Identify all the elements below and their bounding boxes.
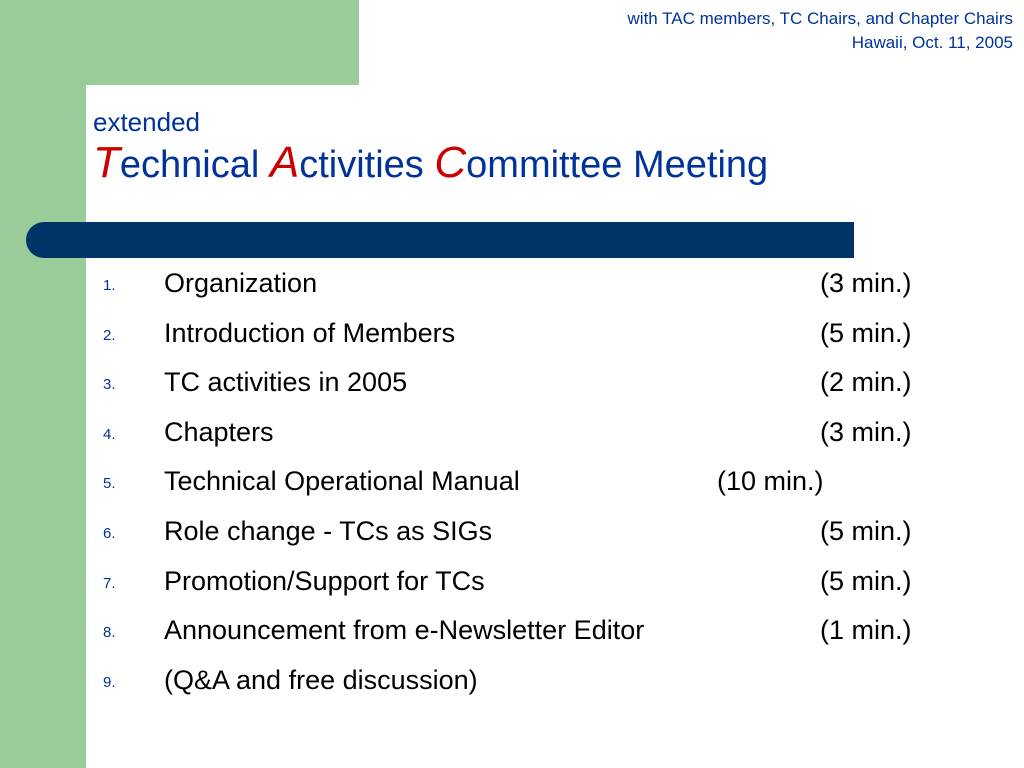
title-initial-t: T xyxy=(93,138,120,187)
agenda-item-number: 3. xyxy=(103,376,116,394)
agenda-item-number: 1. xyxy=(103,277,116,294)
title-initial-c: C xyxy=(434,138,467,187)
agenda-item xyxy=(100,510,960,560)
header-note-line-1: with TAC members, TC Chairs, and Chapter Chairs xyxy=(627,9,1013,28)
agenda-item-text: Promotion/Support for TCs xyxy=(164,565,485,596)
title-initial-a: A xyxy=(269,138,300,187)
agenda-item-number: 9. xyxy=(103,673,116,691)
green-corner-block xyxy=(0,0,359,85)
agenda-item-number: 7. xyxy=(103,574,116,592)
agenda-list xyxy=(100,262,960,708)
agenda-item xyxy=(100,361,960,411)
agenda-item xyxy=(100,659,960,709)
agenda-item-text: Technical Operational Manual xyxy=(164,466,520,497)
agenda-item-text: (Q&A and free discussion) xyxy=(164,664,478,695)
agenda-item-text: Introduction of Members xyxy=(164,317,456,348)
title-word-committee-meeting: ommittee Meeting xyxy=(466,144,769,186)
header-note xyxy=(628,7,1013,55)
agenda-item-number: 5. xyxy=(103,475,116,493)
title-word-technical: echnical xyxy=(119,144,270,186)
agenda-item xyxy=(100,312,960,362)
agenda-item-text: TC activities in 2005 xyxy=(164,367,408,398)
agenda-item-duration: (2 min.) xyxy=(820,367,912,398)
agenda-item xyxy=(100,262,960,312)
agenda-item-text: Chapters xyxy=(164,416,274,447)
agenda-item-duration: (3 min.) xyxy=(820,416,912,447)
slide-title xyxy=(93,106,768,190)
agenda-item-text: Role change - TCs as SIGs xyxy=(164,515,493,546)
agenda-item xyxy=(100,460,960,510)
title-word-activities: ctivities xyxy=(299,144,435,186)
agenda-item-duration: (5 min.) xyxy=(820,317,912,348)
agenda-item-number: 6. xyxy=(103,524,116,542)
title-main xyxy=(93,138,768,190)
agenda-item xyxy=(100,560,960,610)
agenda-item-duration: (3 min.) xyxy=(820,268,912,298)
agenda-item-duration: (1 min.) xyxy=(820,615,912,646)
agenda-item-text: Announcement from e-Newsletter Editor xyxy=(164,615,645,646)
agenda-item-number: 4. xyxy=(103,425,116,443)
title-subtitle: extended xyxy=(93,107,200,137)
agenda-item-number: 2. xyxy=(103,326,116,344)
agenda-item-text: Organization xyxy=(164,268,318,298)
header-note-line-2: Hawaii, Oct. 11, 2005 xyxy=(851,33,1013,52)
agenda-item xyxy=(100,609,960,659)
agenda-item-duration: (10 min.) xyxy=(717,466,824,497)
green-side-bar xyxy=(0,85,86,768)
agenda-item xyxy=(100,411,960,461)
agenda-item-duration: (5 min.) xyxy=(820,565,912,596)
agenda-item-duration: (5 min.) xyxy=(820,515,912,546)
agenda-item-number: 8. xyxy=(103,624,116,642)
title-underline-bar xyxy=(26,222,854,258)
